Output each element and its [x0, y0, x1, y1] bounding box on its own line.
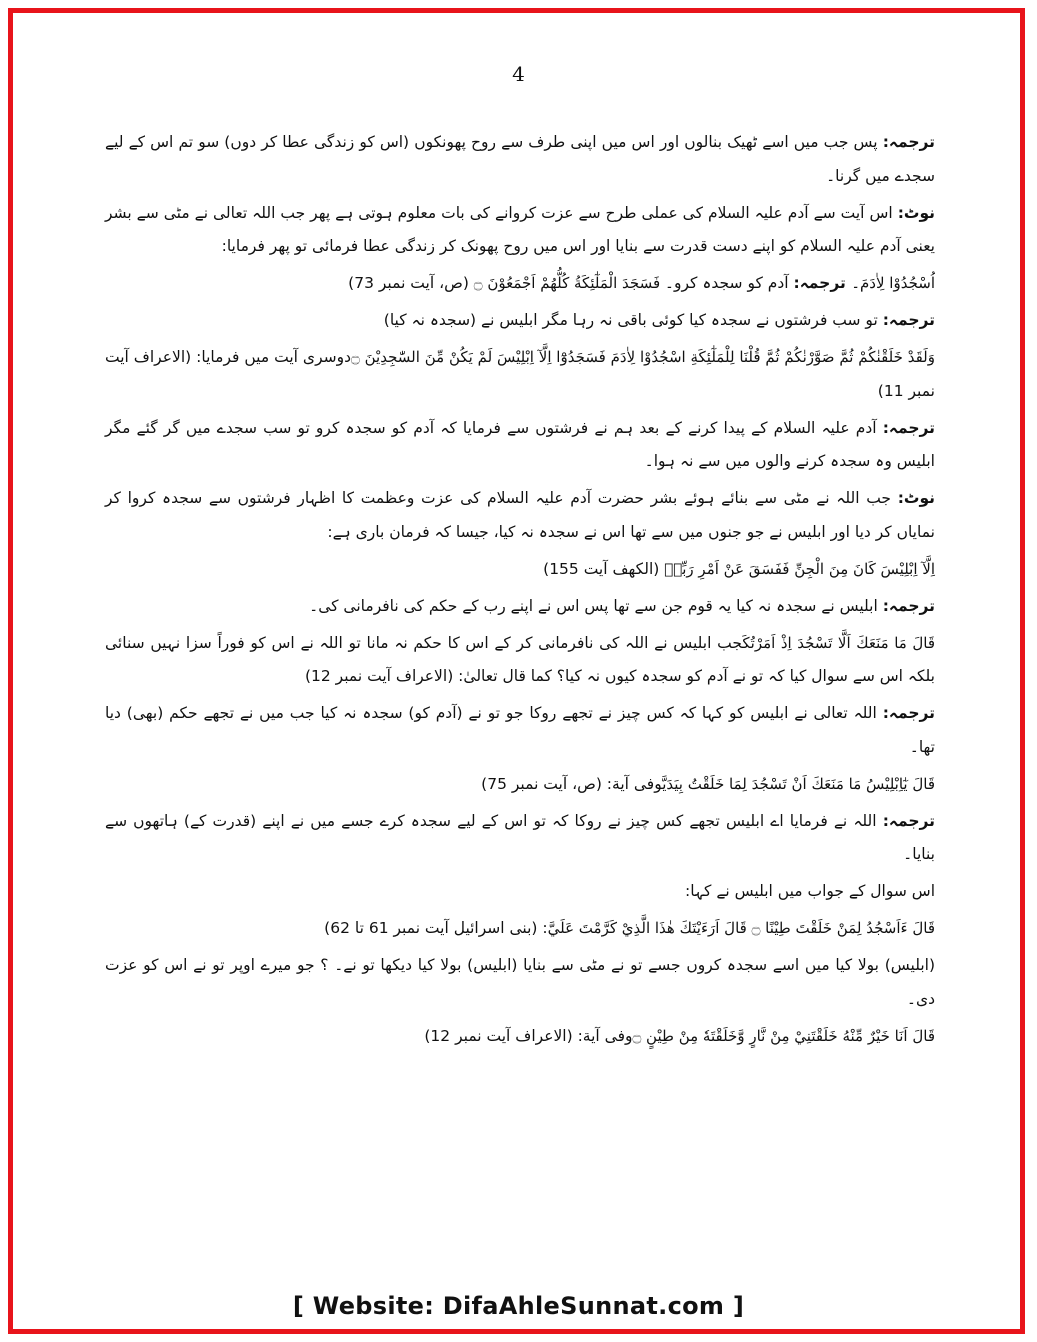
paragraph-label: ترجمہ:	[882, 704, 935, 722]
arabic-verse: قَالَ اَنَا خَيْرٌ مِّنْهُ خَلَقْتَنِيْ مِنْ نَّارٍ وَّخَلَقْتَهٗ مِنْ طِيْنٍ ۝	[632, 1026, 935, 1045]
arabic-verse: اُسْجُدُوْا لِاٰدَمَ۔	[851, 274, 935, 292]
website-footer: [ Website: DifaAhleSunnat.com ]	[292, 1292, 745, 1320]
paragraph-text: آدم کو سجدہ کرو۔	[664, 274, 794, 292]
paragraph	[105, 1020, 935, 1054]
arabic-verse: قَالَ ءَاَسْجُدُ لِمَنْ خَلَقْتَ طِيْنًا ۝ قَالَ اَرَءَيْتَكَ هٰذَا الَّذِيْ كَرَّمْتَ عَلَيَّ	[547, 919, 935, 937]
paragraph	[105, 412, 935, 479]
paragraph-label: ترجمہ:	[793, 274, 852, 292]
paragraph-label: نوٹ:	[897, 203, 935, 222]
paragraph	[105, 949, 935, 1016]
arabic-verse: قَالَ مَا مَنَعَكَ اَلَّا تَسْجُدَ اِذْ اَمَرْتُكَ	[742, 633, 935, 652]
paragraph	[105, 553, 935, 587]
paragraph-label: ترجمہ:	[882, 811, 935, 830]
paragraph	[105, 697, 935, 764]
paragraph-text: جب ابلیس نے اللہ کی نافرمانی کر کے اس کا حکم نہ مانا تو اللہ نے اس کو فوراً سزا نہیں سنائی بلکہ اس سے سوال کیا کہ تو نے آدم کو سجدہ کیوں نہ کیا؟ کما قال تعالیٰ:	[105, 633, 935, 685]
verse-reference: : (بنی اسرائیل آیت نمبر 61 تا 62)	[324, 919, 548, 937]
paragraph-text: وفی آیة:	[572, 1026, 633, 1045]
arabic-verse: قَالَ يٰٓاِبْلِيْسُ مَا مَنَعَكَ اَنْ تَسْجُدَ لِمَا خَلَقْتُ بِيَدَيَّ	[662, 774, 935, 793]
verse-reference: (الاعراف آیت نمبر 11)	[105, 348, 935, 400]
paragraph-label: ترجمہ:	[882, 418, 935, 437]
paragraph-label: ترجمہ:	[882, 596, 935, 615]
verse-reference: (ص، آیت نمبر 75)	[481, 774, 602, 793]
paragraph-text: ابلیس نے سجدہ نہ کیا یہ قوم جن سے تھا پس اس نے اپنے رب کے حکم کی نافرمانی کی۔	[309, 596, 883, 615]
verse-reference: (ص، آیت نمبر 73)	[348, 274, 474, 292]
paragraph-text: پس جب میں اسے ٹھیک بنالوں اور اس میں اپنی طرف سے روح پھونکوں (اس کو زندگی عطا کر دوں) سو تم اس کے لیے سجدے میں گرنا۔	[105, 133, 935, 185]
paragraph-label: نوٹ:	[897, 489, 935, 507]
paragraph	[105, 126, 935, 193]
paragraph	[105, 267, 935, 301]
paragraph-text: آدم علیہ السلام کے پیدا کرنے کے بعد ہم نے فرشتوں سے فرمایا کہ آدم کو سجدہ کرو تو سب سجدے میں گر گئے مگر ابلیس وہ سجدہ کرنے والوں میں سے نہ ہوا۔	[105, 418, 935, 470]
paragraph-label: ترجمہ:	[882, 133, 935, 151]
paragraph-text: اللہ نے فرمایا اے ابلیس تجھے کس چیز نے روکا کہ تو اس کے لیے سجدہ کرے جسے میں نے اپنے (قدرت کے) ہاتھوں سے بنایا۔	[105, 811, 935, 863]
paragraph	[105, 768, 935, 802]
arabic-verse: وَلَقَدْ خَلَقْنٰكُمْ ثُمَّ صَوَّرْنٰكُمْ ثُمَّ قُلْنَا لِلْمَلٰٓئِكَةِ اسْجُدُوْا لِاٰدَمَ فَسَجَدُوْٓا اِلَّآ اِبْلِيْسَ لَمْ يَكُنْ مِّنَ السّٰجِدِيْنَ ۝	[351, 348, 935, 366]
paragraph-text: دوسری آیت میں فرمایا:	[191, 348, 351, 366]
paragraph-text: (ابلیس) بولا کیا میں اسے سجدہ کروں جسے تو نے مٹی سے بنایا (ابلیس) بولا کیا دیکھا تو نے۔ ؟ جو میرے اوپر تو نے اس کو عزت دی۔	[105, 956, 935, 1008]
paragraph	[105, 590, 935, 624]
paragraph	[105, 304, 935, 338]
paragraph-text: اس آیت سے آدم علیہ السلام کی عملی طرح سے عزت کروانے کی بات معلوم ہوتی ہے پھر جب اللہ تعالی نے مٹی سے بشر یعنی آدم علیہ السلام کو اپنے دست قدرت سے بنایا اور اس میں روح پھونک کر زندگی عطا فرمائی تو پھر فرمایا:	[105, 203, 935, 255]
paragraph	[105, 627, 935, 694]
paragraph-text: تو سب فرشتوں نے سجدہ کیا کوئی باقی نہ رہا مگر ابلیس نے (سجدہ نہ کیا)	[383, 311, 883, 329]
paragraph-text: جب اللہ نے مٹی سے بنائے ہوئے بشر حضرت آدم علیہ السلام کی عزت وعظمت کا اظہار فرشتوں سے سجدہ کروا کر نمایاں کر دیا اور ابلیس نے جو جنوں میں سے تھا اس نے سجدہ نہ کیا، جیسا کہ فرمان باری ہے:	[105, 489, 935, 541]
arabic-verse: فَسَجَدَ الْمَلٰٓئِكَةُ كُلُّهُمْ اَجْمَعُوْنَ ۝	[473, 274, 665, 292]
paragraph	[105, 912, 935, 946]
document-body	[105, 126, 935, 1057]
page-number: 4	[512, 62, 525, 86]
paragraph-text: اللہ تعالی نے ابلیس کو کہا کہ کس چیز نے تجھے روکا جو تو نے (آدم کو) سجدہ نہ کیا جب میں نے تجھے حکم (بھی) دیا تھا۔	[105, 704, 935, 756]
paragraph-label: ترجمہ:	[882, 311, 935, 329]
paragraph-text: اس سوال کے جواب میں ابلیس نے کہا:	[685, 882, 935, 900]
verse-reference: (الاعراف آیت نمبر 12)	[304, 667, 454, 685]
paragraph	[105, 341, 935, 408]
paragraph	[105, 875, 935, 909]
verse-reference: (الاعراف آیت نمبر 12)	[424, 1026, 573, 1045]
arabic-verse: اِلَّآ اِبْلِيْسَ كَانَ مِنَ الْجِنِّ فَفَسَقَ عَنْ اَمْرِ رَبِّهٖ	[664, 559, 935, 578]
paragraph	[105, 805, 935, 872]
paragraph-text: وفی آیة:	[601, 774, 663, 793]
verse-reference: (الکھف آیت 155)	[543, 559, 665, 578]
paragraph	[105, 482, 935, 549]
paragraph	[105, 197, 935, 264]
